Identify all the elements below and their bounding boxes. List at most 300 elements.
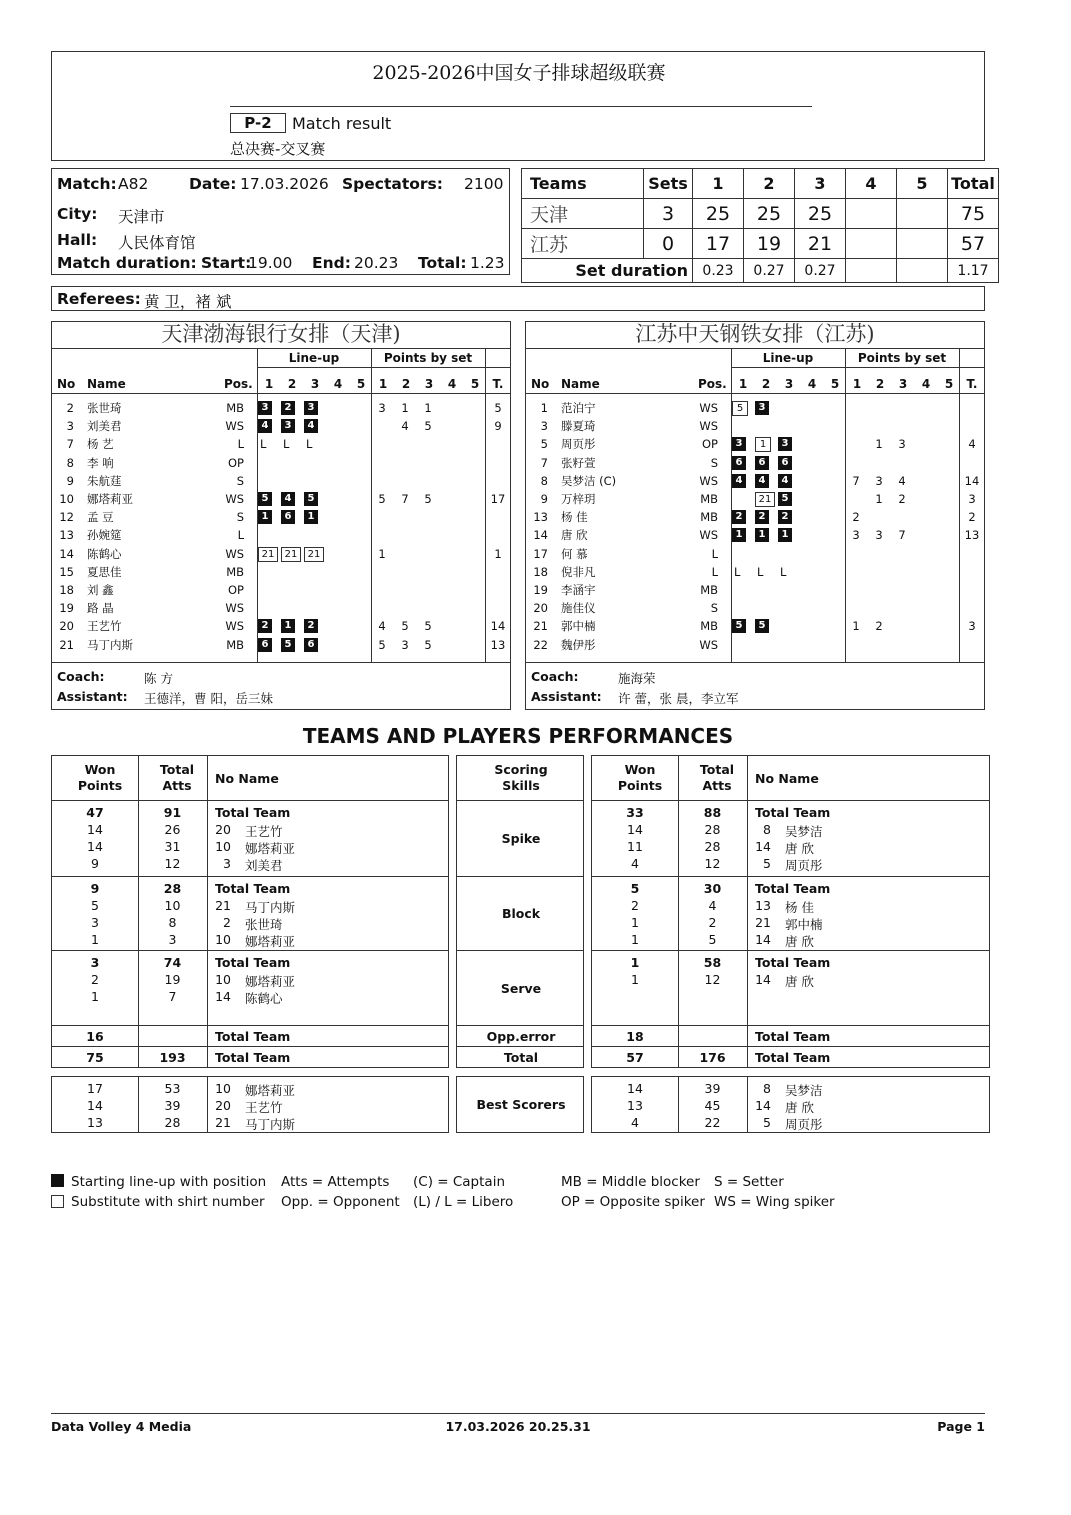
referees-box [51, 286, 985, 311]
won-points: 14 [87, 839, 103, 854]
score-cell: 25 [744, 199, 795, 229]
player-row [526, 617, 984, 635]
legend-s: S = Setter [714, 1174, 784, 1190]
score-cell: 25 [795, 199, 846, 229]
set-points: 5 [424, 619, 432, 634]
player-row [52, 563, 510, 581]
lineup-header: Line-up [288, 351, 340, 365]
col-total: T. [492, 377, 504, 391]
player-total-points: 5 [494, 401, 502, 415]
skill-cell [456, 1076, 584, 1133]
starting-position-marker: 2 [778, 510, 792, 524]
player-name: 陈鹤心 [87, 546, 122, 561]
team-total-label: Total Team [215, 955, 291, 970]
substitute-marker: 5 [732, 401, 748, 416]
set-points: 1 [852, 619, 860, 634]
won-points: 1 [631, 915, 639, 930]
starting-position-marker: 3 [281, 419, 295, 433]
end-time: 20.23 [354, 254, 399, 272]
opp-error-row [51, 1025, 449, 1047]
player-name: 娜塔莉亚 [245, 974, 296, 989]
col-total: T. [966, 377, 978, 391]
player-number: 19 [59, 601, 74, 616]
total-attempts: 22 [704, 1115, 721, 1130]
col-name: Name [561, 377, 600, 391]
col-points-set: 3 [898, 377, 908, 391]
total-attempts: 12 [164, 856, 181, 871]
score-cell [897, 199, 948, 229]
col-points-set: 1 [378, 377, 388, 391]
col-lineup-set: 2 [761, 377, 771, 391]
score-cell: 17 [693, 229, 744, 259]
roster-rule [526, 662, 984, 663]
total-attempts: 39 [164, 1098, 181, 1113]
starting-position-marker: 5 [778, 492, 792, 506]
won-points: 47 [86, 805, 104, 820]
starting-position-marker: 1 [258, 510, 272, 524]
won-points: 14 [627, 822, 643, 837]
competition-title: 2025-2026中国女子排球超级联赛 [372, 62, 666, 84]
player-number: 2 [223, 915, 231, 930]
player-position: WS [699, 473, 718, 488]
player-number: 7 [540, 455, 548, 470]
won-points: 57 [626, 1050, 644, 1065]
player-name: 周页彤 [561, 437, 596, 452]
set-duration [897, 259, 948, 283]
score-header-set4: 4 [846, 169, 897, 199]
player-number: 21 [215, 1115, 231, 1130]
player-name: 王艺竹 [87, 619, 122, 634]
starting-position-marker: 4 [732, 474, 746, 488]
player-position: WS [225, 546, 244, 561]
player-name: 唐 欣 [785, 841, 814, 856]
skill-cell [456, 1025, 584, 1047]
player-row [526, 545, 984, 563]
score-header-set5: 5 [897, 169, 948, 199]
col-lineup-set: 4 [333, 377, 343, 391]
col-rule [207, 1026, 208, 1046]
player-number: 21 [533, 619, 548, 634]
substitute-marker: 21 [258, 547, 278, 562]
performance-section [51, 876, 449, 951]
score-cell: 25 [693, 199, 744, 229]
player-number: 8 [763, 1081, 771, 1096]
starting-position-marker: 3 [732, 437, 746, 451]
player-name: 魏伊彤 [561, 637, 596, 652]
substitute-marker: 21 [304, 547, 324, 562]
set-points: 3 [875, 473, 883, 488]
footer-rule [51, 1413, 985, 1414]
col-rule [747, 1047, 748, 1067]
col-rule [207, 1077, 208, 1132]
score-cell: 21 [795, 229, 846, 259]
set-points: 4 [401, 419, 409, 434]
col-rule [747, 951, 748, 1025]
player-name: 张世琦 [245, 917, 283, 932]
starting-position-marker: 4 [304, 419, 318, 433]
assistant-names: 王德洋，曹 阳，岳三妹 [144, 691, 273, 706]
col-points-set: 2 [875, 377, 885, 391]
col-rule [138, 1026, 139, 1046]
libero-marker: L [734, 564, 741, 579]
player-position: OP [228, 455, 244, 470]
player-name: 刘美君 [245, 858, 283, 873]
col-rule [138, 756, 139, 800]
total-attempts: 193 [159, 1050, 186, 1065]
col-rule [747, 801, 748, 876]
set-points: 7 [401, 492, 409, 506]
performance-section [591, 950, 990, 1026]
starting-position-marker: 1 [755, 528, 769, 542]
libero-marker: L [757, 564, 764, 579]
legend-atts: Atts = Attempts [281, 1174, 390, 1190]
won-points: 14 [87, 1098, 103, 1113]
player-position: S [710, 455, 718, 470]
team-total-label: Total Team [215, 805, 291, 820]
hall-label: Hall: [57, 231, 98, 249]
set-points: 7 [852, 473, 860, 488]
player-row [52, 472, 510, 490]
set-points: 4 [378, 619, 386, 634]
date-label: Date: [189, 175, 237, 193]
city-value: 天津市 [118, 208, 165, 226]
player-number: 14 [755, 932, 771, 947]
skill-name: Opp.error [486, 1029, 556, 1044]
skills-header-cell [456, 755, 584, 801]
won-points: 17 [87, 1081, 103, 1096]
starting-position-marker: 4 [258, 419, 272, 433]
player-number: 12 [59, 510, 74, 525]
total-attempts: 12 [704, 972, 721, 987]
total-attempts: 5 [708, 932, 717, 947]
col-points-set: 1 [852, 377, 862, 391]
player-row [52, 617, 510, 635]
player-position: OP [228, 583, 244, 597]
col-rule [678, 1026, 679, 1046]
player-name: 郭中楠 [561, 619, 596, 634]
col-rule [747, 1026, 748, 1046]
total-atts-header: Total Atts [159, 762, 195, 793]
col-rule [207, 877, 208, 950]
player-number: 8 [540, 473, 548, 488]
starting-position-marker: 1 [304, 510, 318, 524]
legend-captain: (C) = Captain [413, 1174, 505, 1190]
score-header-total: Total [948, 169, 999, 199]
won-points: 1 [91, 989, 99, 1004]
player-number: 2 [66, 401, 74, 415]
player-name: 王艺竹 [245, 824, 283, 839]
starting-position-marker: 3 [755, 401, 769, 415]
performance-header [51, 755, 449, 801]
total-attempts: 26 [164, 822, 181, 837]
total-attempts: 7 [168, 989, 177, 1004]
set-points: 1 [875, 492, 883, 506]
player-row [526, 526, 984, 544]
player-number: 20 [533, 601, 548, 616]
player-name: 马丁内斯 [87, 637, 133, 652]
total-attempts: 58 [703, 955, 722, 970]
player-name: 唐 欣 [785, 934, 814, 949]
total-attempts: 88 [703, 805, 722, 820]
performance-section [591, 800, 990, 877]
player-number: 5 [763, 1115, 771, 1130]
set-duration: 0.27 [795, 259, 846, 283]
set-duration-total: 1.17 [948, 259, 999, 283]
col-name: Name [87, 377, 126, 391]
legend-opp: Opp. = Opponent [281, 1194, 400, 1210]
player-row [52, 417, 510, 435]
col-rule [207, 801, 208, 876]
score-team-home: 天津 [522, 199, 644, 229]
player-total-points: 9 [494, 419, 502, 434]
player-number: 17 [533, 546, 548, 561]
player-number: 5 [540, 437, 548, 452]
player-name: 马丁内斯 [245, 1117, 296, 1132]
player-number: 13 [533, 510, 548, 525]
won-points: 16 [86, 1029, 104, 1044]
player-row [526, 454, 984, 472]
player-row [526, 563, 984, 581]
player-name: 杨 艺 [87, 437, 114, 452]
set-points: 3 [875, 528, 883, 543]
coach-name: 陈 方 [144, 671, 173, 686]
player-name: 吴梦洁 [785, 1083, 823, 1098]
player-name: 唐 欣 [561, 528, 588, 543]
home-roster [51, 321, 511, 710]
total-attempts: 39 [704, 1081, 721, 1096]
set-duration [846, 259, 897, 283]
player-number: 14 [215, 989, 231, 1004]
player-total-points: 3 [968, 619, 976, 634]
substitute-marker: 1 [755, 437, 771, 452]
starting-position-marker: 6 [304, 638, 318, 652]
starting-position-marker: 2 [304, 619, 318, 633]
set-points: 5 [378, 492, 386, 506]
total-attempts: 8 [168, 915, 177, 930]
report-code-badge: P-2 [230, 113, 286, 133]
score-table [521, 168, 999, 283]
skill-name: Serve [500, 980, 542, 996]
score-cell: 0 [644, 229, 693, 259]
total-attempts: 91 [163, 805, 182, 820]
player-row [52, 636, 510, 654]
won-points: 5 [630, 881, 640, 896]
player-name: 朱航莛 [87, 473, 122, 488]
player-name: 吴梦洁 (C) [561, 473, 617, 488]
performance-section [51, 800, 449, 877]
won-points: 1 [630, 955, 640, 970]
col-points-set: 2 [401, 377, 411, 391]
player-position: WS [699, 637, 718, 652]
player-number: 13 [755, 898, 771, 913]
total-row [51, 1046, 449, 1068]
score-cell [846, 229, 897, 259]
starting-position-marker: 4 [778, 474, 792, 488]
team-total-label: Total Team [755, 955, 831, 970]
total-row [591, 1046, 990, 1068]
match-date: 17.03.2026 [240, 175, 329, 193]
player-position: WS [699, 528, 718, 543]
player-name: 陈鹤心 [245, 991, 283, 1006]
performance-section [51, 1076, 449, 1133]
set-points: 1 [378, 546, 386, 561]
footer-source: Data Volley 4 Media [51, 1419, 192, 1434]
roster-rule [526, 393, 984, 394]
player-number: 5 [763, 856, 771, 871]
spectators-label: Spectators: [342, 175, 443, 193]
player-position: WS [699, 419, 718, 434]
set-points: 2 [875, 619, 883, 634]
set-points: 1 [875, 437, 883, 452]
score-team-away: 江苏 [522, 229, 644, 259]
skill-cell [456, 950, 584, 1026]
match-number: A82 [118, 175, 149, 193]
player-number: 15 [59, 564, 74, 579]
score-header-set3: 3 [795, 169, 846, 199]
player-number: 9 [66, 473, 74, 488]
player-name: 李涵宇 [561, 583, 596, 597]
player-name: 滕夏琦 [561, 419, 596, 434]
player-row [526, 508, 984, 526]
player-position: MB [226, 401, 244, 415]
skill-cell [456, 876, 584, 951]
won-points: 1 [631, 932, 639, 947]
total-attempts: 3 [168, 932, 177, 947]
won-points-header: Won Points [617, 762, 663, 793]
set-points: 2 [852, 510, 860, 525]
player-number: 3 [223, 856, 231, 871]
col-lineup-set: 3 [310, 377, 320, 391]
col-no: No [531, 377, 550, 391]
player-name: 万梓玥 [561, 492, 596, 506]
player-name: 唐 欣 [785, 974, 814, 989]
player-number: 10 [215, 972, 231, 987]
player-name: 娜塔莉亚 [245, 841, 296, 856]
coach-label: Coach: [531, 669, 579, 684]
team-total-label: Total Team [215, 1029, 291, 1044]
total-attempts: 28 [164, 1115, 181, 1130]
won-points: 13 [87, 1115, 103, 1130]
player-position: L [237, 437, 244, 452]
total-duration: 1.23 [470, 254, 505, 272]
col-lineup-set: 5 [356, 377, 366, 391]
set-points: 2 [898, 492, 906, 506]
won-points: 33 [626, 805, 644, 820]
won-points: 5 [91, 898, 99, 913]
player-number: 14 [533, 528, 548, 543]
player-number: 10 [215, 1081, 231, 1096]
player-name: 马丁内斯 [245, 900, 296, 915]
player-row [526, 490, 984, 508]
col-pos: Pos. [224, 377, 253, 391]
player-name: 杨 佳 [785, 900, 814, 915]
skill-cell [456, 1046, 584, 1068]
player-position: S [236, 473, 244, 488]
player-total-points: 14 [964, 473, 980, 488]
player-number: 3 [66, 419, 74, 434]
legend-op: OP = Opposite spiker [561, 1194, 705, 1210]
legend-ws: WS = Wing spiker [714, 1194, 835, 1210]
roster-rule [257, 367, 510, 368]
skill-cell [456, 800, 584, 877]
player-name: 孟 豆 [87, 510, 114, 525]
player-number: 22 [533, 637, 548, 652]
won-points: 1 [91, 932, 99, 947]
performance-section [51, 950, 449, 1026]
assistant-names: 许 蕾，张 晨，李立军 [618, 691, 739, 706]
col-points-set: 4 [921, 377, 931, 391]
won-points: 2 [631, 898, 639, 913]
player-name: 张世琦 [87, 401, 122, 415]
total-attempts: 74 [163, 955, 182, 970]
player-total-points: 14 [490, 619, 506, 634]
starting-position-marker: 5 [304, 492, 318, 506]
libero-marker: L [306, 437, 313, 452]
score-cell: 57 [948, 229, 999, 259]
player-row [526, 435, 984, 453]
player-name: 唐 欣 [785, 1100, 814, 1115]
won-points: 11 [627, 839, 643, 854]
player-position: MB [226, 564, 244, 579]
score-header-sets: Sets [644, 169, 693, 199]
player-number: 14 [755, 972, 771, 987]
player-row [526, 399, 984, 417]
away-roster [525, 321, 985, 710]
player-number: 20 [215, 1098, 231, 1113]
legend-mb: MB = Middle blocker [561, 1174, 700, 1190]
col-points-set: 5 [944, 377, 954, 391]
player-total-points: 17 [490, 492, 506, 506]
scoring-skills-header: Scoring Skills [494, 762, 548, 793]
roster-rule [52, 348, 510, 349]
player-number: 20 [59, 619, 74, 634]
player-name: 刘 鑫 [87, 583, 114, 597]
player-number: 14 [59, 546, 74, 561]
player-position: WS [225, 492, 244, 506]
total-attempts: 2 [708, 915, 717, 930]
assistant-label: Assistant: [57, 689, 128, 704]
player-position: L [237, 528, 244, 543]
score-header-set2: 2 [744, 169, 795, 199]
player-position: MB [700, 619, 718, 634]
roster-rule [52, 662, 510, 663]
total-attempts: 31 [164, 839, 181, 854]
player-name: 夏思佳 [87, 564, 122, 579]
total-attempts: 12 [704, 856, 721, 871]
won-points: 2 [91, 972, 99, 987]
col-rule [207, 756, 208, 800]
player-row [526, 599, 984, 617]
col-rule [747, 877, 748, 950]
duration-label: Match duration: [57, 254, 197, 272]
starting-position-marker: 1 [281, 619, 295, 633]
starting-position-marker: 6 [281, 510, 295, 524]
col-lineup-set: 3 [784, 377, 794, 391]
substitute-marker: 21 [755, 492, 775, 507]
score-header-set1: 1 [693, 169, 744, 199]
player-number: 8 [66, 455, 74, 470]
won-points: 9 [91, 856, 99, 871]
total-attempts: 53 [164, 1081, 181, 1096]
referees-value: 黄 卫，褚 斌 [144, 293, 232, 311]
score-cell [897, 229, 948, 259]
player-position: L [711, 546, 718, 561]
player-position: MB [700, 510, 718, 525]
player-position: L [711, 564, 718, 579]
won-points: 9 [90, 881, 100, 896]
report-type: Match result [292, 114, 392, 133]
player-position: WS [225, 601, 244, 616]
